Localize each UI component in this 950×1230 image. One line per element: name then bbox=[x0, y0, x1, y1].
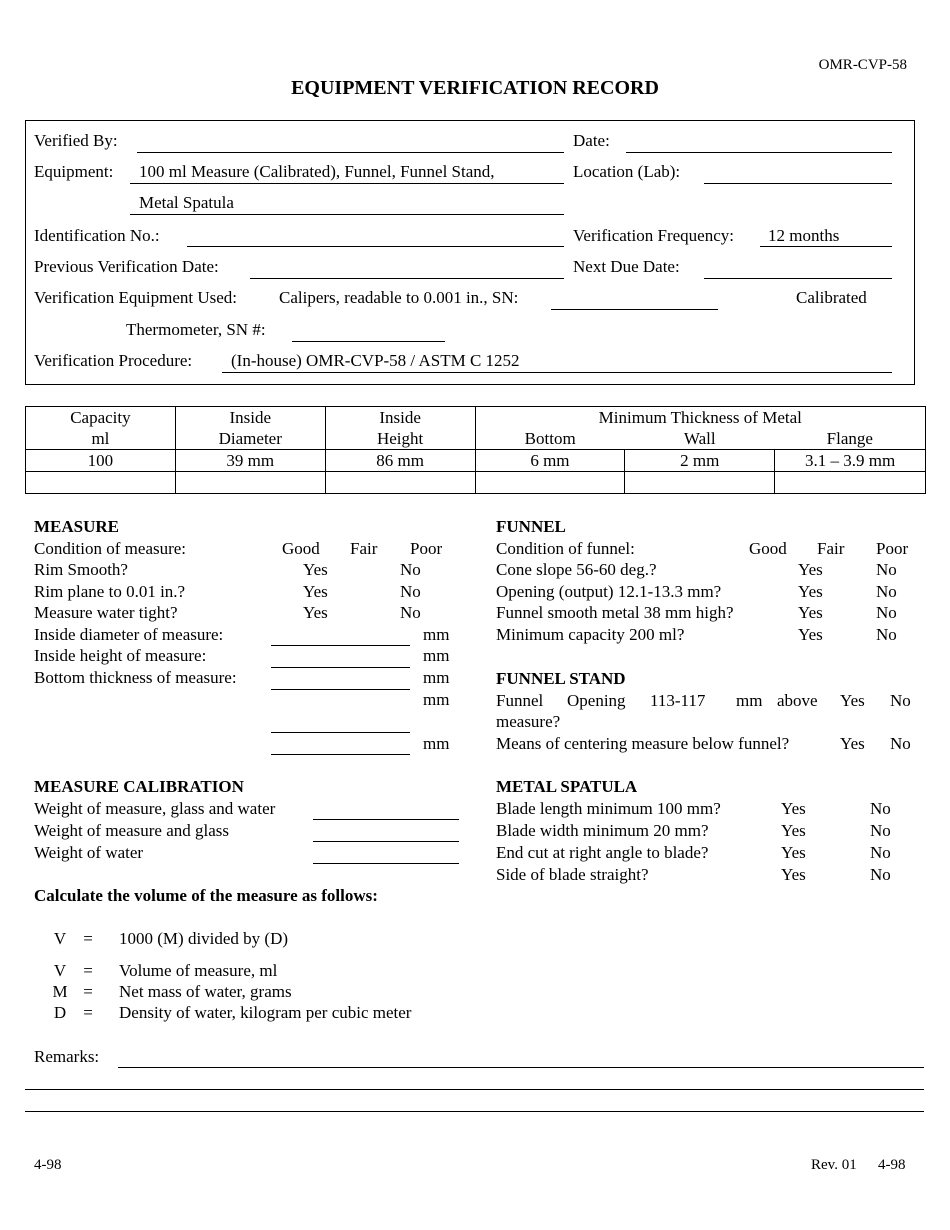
measure-condition-label: Condition of measure: bbox=[34, 539, 187, 558]
water-tight-yes[interactable]: Yes bbox=[303, 603, 328, 622]
calipers-sn-field[interactable] bbox=[551, 309, 718, 310]
cell-capacity: 100 bbox=[26, 450, 176, 472]
rim-plane-label: Rim plane to 0.01 in.? bbox=[34, 582, 186, 601]
calc-symbol: V bbox=[53, 961, 67, 980]
blade-width-no[interactable]: No bbox=[870, 821, 891, 840]
thermometer-label: Thermometer, SN #: bbox=[126, 320, 266, 339]
identification-label: Identification No.: bbox=[34, 226, 160, 245]
inside-diameter-label: Inside diameter of measure: bbox=[34, 625, 224, 644]
equipment-field-1[interactable] bbox=[130, 183, 564, 184]
measure-poor[interactable]: Poor bbox=[410, 539, 443, 558]
header-min-thickness: Minimum Thickness of Metal bbox=[475, 407, 925, 429]
blade-straight-yes[interactable]: Yes bbox=[781, 865, 806, 884]
cell-height: 86 mm bbox=[325, 450, 475, 472]
min-capacity-no[interactable]: No bbox=[876, 625, 897, 644]
end-cut-no[interactable]: No bbox=[870, 843, 891, 862]
opening-label: Opening (output) 12.1-13.3 mm? bbox=[496, 582, 722, 601]
empty-cell[interactable] bbox=[625, 472, 775, 494]
header-inside-diameter: Inside bbox=[175, 407, 325, 429]
water-tight-no[interactable]: No bbox=[400, 603, 421, 622]
funnel-good[interactable]: Good bbox=[749, 539, 787, 558]
empty-cell[interactable] bbox=[325, 472, 475, 494]
measure-fair[interactable]: Fair bbox=[350, 539, 378, 558]
weight-water-label: Weight of water bbox=[34, 843, 144, 862]
rim-smooth-no[interactable]: No bbox=[400, 560, 421, 579]
funnel-poor[interactable]: Poor bbox=[876, 539, 909, 558]
form-code: OMR-CVP-58 bbox=[818, 57, 907, 73]
calc-symbol: V bbox=[53, 929, 67, 948]
procedure-value: (In-house) OMR-CVP-58 / ASTM C 1252 bbox=[231, 351, 520, 370]
equipment-used-label: Verification Equipment Used: bbox=[34, 288, 238, 307]
remarks-line-3[interactable] bbox=[25, 1111, 924, 1112]
bottom-thickness-label: Bottom thickness of measure: bbox=[34, 668, 237, 687]
opening-word: Opening bbox=[567, 691, 626, 710]
weight-all-field[interactable] bbox=[313, 819, 459, 820]
opening-yes[interactable]: Yes bbox=[798, 582, 823, 601]
funnel-heading: FUNNEL bbox=[496, 517, 566, 536]
previous-date-field[interactable] bbox=[250, 278, 564, 279]
end-cut-yes[interactable]: Yes bbox=[781, 843, 806, 862]
footer-rev: Rev. 01 bbox=[811, 1157, 857, 1173]
cell-wall: 2 mm bbox=[625, 450, 775, 472]
procedure-label: Verification Procedure: bbox=[34, 351, 193, 370]
smooth-metal-label: Funnel smooth metal 38 mm high? bbox=[496, 603, 734, 622]
rim-plane-no[interactable]: No bbox=[400, 582, 421, 601]
inside-height-label: Inside height of measure: bbox=[34, 646, 207, 665]
cell-flange: 3.1 – 3.9 mm bbox=[775, 450, 926, 472]
centering-yes[interactable]: Yes bbox=[840, 734, 865, 753]
empty-cell[interactable] bbox=[475, 472, 625, 494]
bottom-thickness-field[interactable] bbox=[271, 689, 410, 690]
remarks-line-2[interactable] bbox=[25, 1089, 924, 1090]
smooth-metal-no[interactable]: No bbox=[876, 603, 897, 622]
equipment-value-1: 100 ml Measure (Calibrated), Funnel, Funnel Stand, bbox=[139, 162, 495, 181]
spatula-heading: METAL SPATULA bbox=[496, 777, 638, 796]
empty-cell[interactable] bbox=[26, 472, 176, 494]
calc-definition: Density of water, kilogram per cubic meter bbox=[119, 1003, 412, 1022]
blade-width-label: Blade width minimum 20 mm? bbox=[496, 821, 709, 840]
empty-cell[interactable] bbox=[175, 472, 325, 494]
equipment-field-2[interactable] bbox=[130, 214, 564, 215]
location-field[interactable] bbox=[704, 183, 892, 184]
header-diameter: Diameter bbox=[175, 428, 325, 450]
thermometer-sn-field[interactable] bbox=[292, 341, 445, 342]
measure-heading: MEASURE bbox=[34, 517, 120, 536]
extra-unit-1: mm bbox=[423, 690, 450, 709]
extra-field-2[interactable] bbox=[271, 754, 410, 755]
next-due-label: Next Due Date: bbox=[573, 257, 680, 276]
header-wall: Wall bbox=[625, 428, 775, 450]
identification-field[interactable] bbox=[187, 246, 564, 247]
frequency-value: 12 months bbox=[768, 226, 840, 245]
equipment-value-2: Metal Spatula bbox=[139, 193, 234, 212]
blade-length-label: Blade length minimum 100 mm? bbox=[496, 799, 721, 818]
opening-word: 113-117 bbox=[650, 691, 706, 710]
cone-slope-yes[interactable]: Yes bbox=[798, 560, 823, 579]
footer-left-date: 4-98 bbox=[34, 1157, 62, 1173]
remarks-label: Remarks: bbox=[34, 1047, 100, 1066]
calc-equals: = bbox=[83, 961, 93, 980]
next-due-field[interactable] bbox=[704, 278, 892, 279]
blade-straight-label: Side of blade straight? bbox=[496, 865, 649, 884]
inside-height-field[interactable] bbox=[271, 667, 410, 668]
calc-definition: Net mass of water, grams bbox=[119, 982, 292, 1001]
funnel-condition-label: Condition of funnel: bbox=[496, 539, 635, 558]
table-row bbox=[26, 450, 926, 472]
calc-equals: = bbox=[83, 929, 93, 948]
previous-date-label: Previous Verification Date: bbox=[34, 257, 219, 276]
blade-width-yes[interactable]: Yes bbox=[781, 821, 806, 840]
opening-no[interactable]: No bbox=[876, 582, 897, 601]
weight-measure-glass-field[interactable] bbox=[313, 841, 459, 842]
centering-label: Means of centering measure below funnel? bbox=[496, 734, 790, 753]
equipment-label: Equipment: bbox=[34, 162, 114, 181]
min-capacity-yes[interactable]: Yes bbox=[798, 625, 823, 644]
header-capacity: Capacity bbox=[26, 407, 176, 429]
verified-by-field[interactable] bbox=[137, 152, 564, 153]
calipers-label: Calipers, readable to 0.001 in., SN: bbox=[279, 288, 519, 307]
end-cut-label: End cut at right angle to blade? bbox=[496, 843, 709, 862]
header-bottom: Bottom bbox=[475, 428, 625, 450]
blade-straight-no[interactable]: No bbox=[870, 865, 891, 884]
header-inside-height: Inside bbox=[325, 407, 475, 429]
header-ml: ml bbox=[26, 428, 176, 450]
funnel-stand-heading: FUNNEL STAND bbox=[496, 669, 626, 688]
calc-symbol: M bbox=[52, 982, 68, 1001]
opening-line-2: measure? bbox=[496, 712, 561, 731]
empty-cell[interactable] bbox=[775, 472, 926, 494]
footer-rev-date: 4-98 bbox=[878, 1157, 906, 1173]
calc-equals: = bbox=[83, 982, 93, 1001]
header-height: Height bbox=[325, 428, 475, 450]
water-tight-label: Measure water tight? bbox=[34, 603, 178, 622]
calibrated-label: Calibrated bbox=[796, 288, 867, 307]
stand-opening-no[interactable]: No bbox=[890, 691, 911, 710]
frequency-field[interactable] bbox=[760, 246, 892, 247]
bottom-thickness-unit: mm bbox=[423, 668, 450, 687]
calibration-heading: MEASURE CALIBRATION bbox=[34, 777, 244, 796]
cell-diameter: 39 mm bbox=[175, 450, 325, 472]
calculation-heading: Calculate the volume of the measure as follows: bbox=[34, 886, 378, 905]
cone-slope-no[interactable]: No bbox=[876, 560, 897, 579]
extra-unit-2: mm bbox=[423, 734, 450, 753]
inside-height-unit: mm bbox=[423, 646, 450, 665]
opening-word: mm bbox=[736, 691, 763, 710]
measure-good[interactable]: Good bbox=[282, 539, 320, 558]
verified-by-label: Verified By: bbox=[34, 131, 118, 150]
frequency-label: Verification Frequency: bbox=[573, 226, 734, 245]
rim-plane-yes[interactable]: Yes bbox=[303, 582, 328, 601]
page-title: EQUIPMENT VERIFICATION RECORD bbox=[291, 77, 659, 99]
inside-diameter-unit: mm bbox=[423, 625, 450, 644]
blade-length-no[interactable]: No bbox=[870, 799, 891, 818]
cell-bottom: 6 mm bbox=[475, 450, 625, 472]
remarks-line-1[interactable] bbox=[118, 1067, 924, 1068]
rim-smooth-yes[interactable]: Yes bbox=[303, 560, 328, 579]
inside-diameter-field[interactable] bbox=[271, 645, 410, 646]
calc-formula: 1000 (M) divided by (D) bbox=[119, 929, 289, 948]
min-capacity-label: Minimum capacity 200 ml? bbox=[496, 625, 685, 644]
table-row-empty bbox=[26, 472, 926, 494]
calc-symbol: D bbox=[53, 1003, 67, 1022]
location-label: Location (Lab): bbox=[573, 162, 681, 181]
funnel-fair[interactable]: Fair bbox=[817, 539, 845, 558]
opening-word: above bbox=[777, 691, 818, 710]
header-flange: Flange bbox=[775, 428, 926, 450]
weight-water-field[interactable] bbox=[313, 863, 459, 864]
centering-no[interactable]: No bbox=[890, 734, 911, 753]
blade-length-yes[interactable]: Yes bbox=[781, 799, 806, 818]
date-label: Date: bbox=[573, 131, 610, 150]
cone-slope-label: Cone slope 56-60 deg.? bbox=[496, 560, 657, 579]
stand-opening-yes[interactable]: Yes bbox=[840, 691, 865, 710]
weight-all-label: Weight of measure, glass and water bbox=[34, 799, 276, 818]
date-field[interactable] bbox=[626, 152, 892, 153]
opening-word: Funnel bbox=[496, 691, 544, 710]
weight-measure-glass-label: Weight of measure and glass bbox=[34, 821, 230, 840]
smooth-metal-yes[interactable]: Yes bbox=[798, 603, 823, 622]
spec-table bbox=[25, 406, 926, 494]
info-box bbox=[25, 120, 915, 385]
calc-equals: = bbox=[83, 1003, 93, 1022]
calc-definition: Volume of measure, ml bbox=[119, 961, 278, 980]
rim-smooth-label: Rim Smooth? bbox=[34, 560, 128, 579]
extra-field-1[interactable] bbox=[271, 732, 410, 733]
procedure-field[interactable] bbox=[222, 372, 892, 373]
